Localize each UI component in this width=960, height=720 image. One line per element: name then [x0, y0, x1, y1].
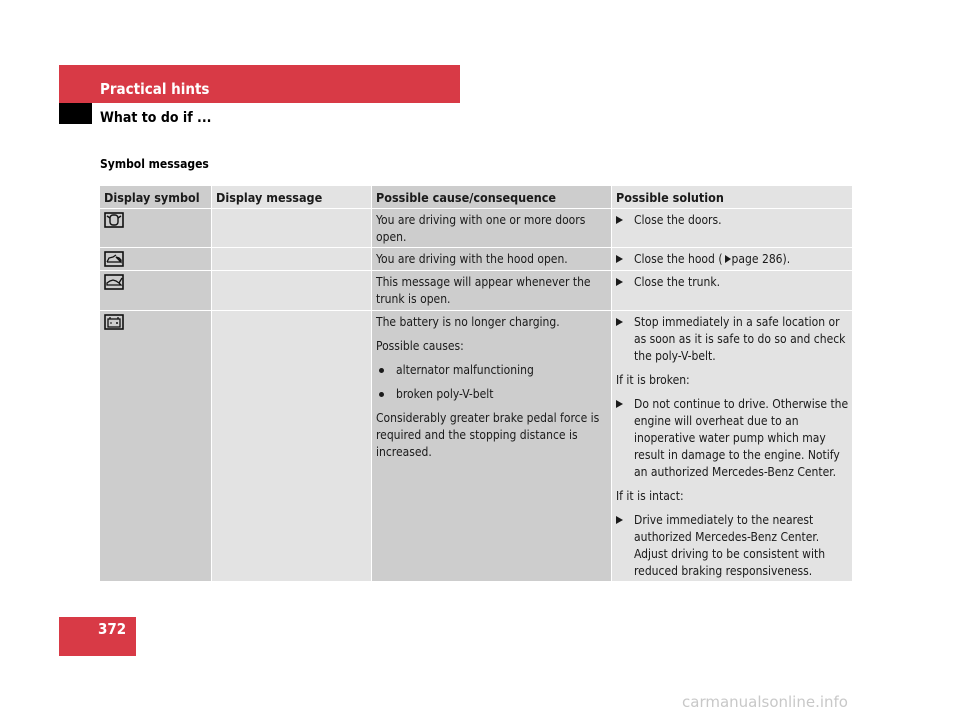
- column-header-message: Display message: [216, 190, 323, 205]
- table-caption: Symbol messages: [100, 157, 209, 171]
- column-bg-message: [212, 186, 371, 581]
- solution-step: Drive immediately to the nearest authorized Mercedes-Benz Center. Adjust driving to be consistent with reduced braking responsiveness.: [612, 512, 850, 580]
- table-header-row: [100, 186, 852, 208]
- subsection-title: What to do if ...: [100, 110, 212, 126]
- cause-text: You are driving with the hood open.: [376, 252, 568, 266]
- solution-condition: If it is broken:: [616, 373, 690, 387]
- cause-consequence: Considerably greater brake pedal force is required and the stopping distance is increased.: [376, 411, 600, 459]
- solution-step: [612, 251, 850, 268]
- car-doors-open-icon: [104, 212, 124, 228]
- solution-text: Close the hood (: [634, 252, 723, 266]
- solution-step: Stop immediately in a safe location or as soon as it is safe to do so and check the poly-V-belt.: [612, 314, 850, 365]
- solution-step: Close the doors.: [612, 212, 850, 229]
- cause-bullet: alternator malfunctioning: [376, 362, 610, 379]
- watermark: carmanualsonline.info: [682, 693, 848, 711]
- cause-text: You are driving with one or more doors open.: [376, 213, 586, 244]
- solution-step: Do not continue to drive. Otherwise the engine will overheat due to an inoperative water pump which may result in damage to the engine. Notify an authorized Mercedes-Benz Center.: [612, 396, 850, 481]
- cause-text: The battery is no longer charging.: [376, 315, 560, 329]
- page-reference-link[interactable]: page 286).: [731, 252, 791, 266]
- page-ref-arrow-icon: [725, 255, 731, 263]
- column-header-solution: Possible solution: [616, 190, 724, 205]
- solution-step: Close the trunk.: [612, 274, 850, 291]
- column-header-symbol: Display symbol: [104, 190, 200, 205]
- subsection-marker: [59, 103, 92, 124]
- column-header-cause: Possible cause/consequence: [376, 190, 557, 205]
- battery-icon: [104, 314, 124, 330]
- solution-condition: If it is intact:: [616, 489, 684, 503]
- car-hood-open-icon: [104, 251, 124, 267]
- cause-subheading: Possible causes:: [376, 339, 464, 353]
- row-divider: [100, 310, 852, 311]
- cause-text: This message will appear whenever the trunk is open.: [376, 275, 591, 306]
- column-bg-symbol: [100, 186, 211, 581]
- page-number: 372: [98, 620, 127, 638]
- row-divider: [100, 208, 852, 209]
- symbol-messages-table: [100, 186, 852, 581]
- car-trunk-open-icon: [104, 274, 124, 290]
- cause-bullet: broken poly-V-belt: [376, 386, 610, 403]
- section-title-header: Practical hints: [100, 80, 210, 98]
- row-divider: [100, 247, 852, 248]
